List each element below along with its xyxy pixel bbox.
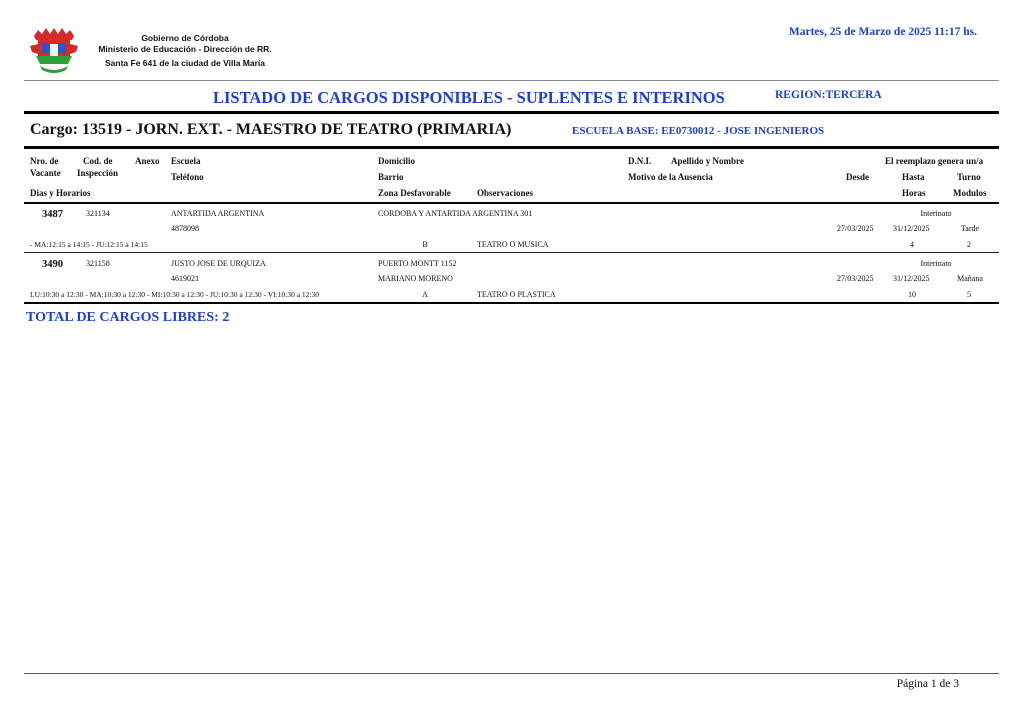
row-vacante: 3487 bbox=[42, 209, 63, 220]
row-escuela: ANTARTIDA ARGENTINA bbox=[171, 209, 265, 218]
col-observaciones: Observaciones bbox=[477, 188, 533, 198]
col-zona-desfavorable: Zona Desfavorable bbox=[378, 188, 451, 198]
report-datetime: Martes, 25 de Marzo de 2025 11:17 hs. bbox=[788, 26, 977, 38]
col-escuela: Escuela bbox=[171, 156, 201, 166]
col-vacante: Vacante bbox=[30, 168, 61, 178]
col-cod-de: Cod. de bbox=[83, 156, 113, 166]
row-telefono: 4878098 bbox=[171, 224, 199, 233]
row-domicilio: PUERTO MONTT 1152 bbox=[378, 259, 457, 268]
row-desde: 27/03/2025 bbox=[837, 274, 874, 283]
table-bottom-divider bbox=[24, 302, 999, 304]
col-desde: Desde bbox=[846, 172, 869, 182]
cargo-title: Cargo: 13519 - JORN. EXT. - MAESTRO DE TEATRO (PRIMARIA) bbox=[30, 121, 512, 138]
row-vacante: 3490 bbox=[42, 259, 63, 270]
row-observaciones: TEATRO O MUSICA bbox=[477, 240, 549, 249]
footer-divider bbox=[24, 673, 999, 674]
page-number: Página 1 de 3 bbox=[896, 678, 959, 690]
row-desde: 27/03/2025 bbox=[837, 224, 874, 233]
row-zona: B bbox=[422, 240, 428, 249]
total-cargos-libres: TOTAL DE CARGOS LIBRES: 2 bbox=[26, 310, 230, 325]
region-label: REGION:TERCERA bbox=[775, 89, 882, 101]
header-divider bbox=[24, 80, 999, 81]
row-horarios: LU:10:30 a 12:30 - MA:10:30 a 12:30 - MI:10:30 a 12:30 - JU:10:30 a 12:30 - VI:10:30 a 12:30 bbox=[30, 290, 320, 299]
header-row-divider bbox=[24, 202, 999, 204]
row-inspeccion: 321134 bbox=[86, 209, 110, 218]
col-apellido-nombre: Apellido y Nombre bbox=[671, 156, 744, 166]
row-barrio: MARIANO MORENO bbox=[378, 274, 453, 283]
col-hasta: Hasta bbox=[902, 172, 925, 182]
row-observaciones: TEATRO O PLASTICA bbox=[477, 290, 556, 299]
row-tipo: Interinato bbox=[920, 209, 952, 218]
row-horas: 4 bbox=[910, 240, 914, 249]
col-reemplazo: El reemplazo genera un/a bbox=[885, 156, 984, 166]
org-line-2: Ministerio de Educación - Dirección de RR. bbox=[98, 44, 272, 54]
col-nro-de: Nro. de bbox=[30, 156, 59, 166]
org-line-3: Santa Fe 641 de la ciudad de Villa María bbox=[105, 58, 265, 68]
row-domicilio: CORDOBA Y ANTARTIDA ARGENTINA 301 bbox=[378, 209, 533, 218]
col-telefono: Teléfono bbox=[171, 172, 204, 182]
row-hasta: 31/12/2025 bbox=[893, 274, 930, 283]
col-dni: D.N.I. bbox=[628, 156, 652, 166]
row-horarios: - MA:12:15 a 14:15 - JU:12:15 a 14:15 bbox=[30, 240, 148, 249]
report-title: LISTADO DE CARGOS DISPONIBLES - SUPLENTES E INTERINOS bbox=[213, 88, 725, 107]
col-modulos: Modulos bbox=[953, 188, 987, 198]
row-hasta: 31/12/2025 bbox=[893, 224, 930, 233]
row-modulos: 5 bbox=[967, 290, 971, 299]
col-motivo-ausencia: Motivo de la Ausencia bbox=[628, 172, 713, 182]
row-tipo: Interinato bbox=[920, 259, 952, 268]
row-turno: Tarde bbox=[960, 224, 980, 233]
cargo-divider bbox=[24, 146, 999, 149]
row-escuela: JUSTO JOSE DE URQUIZA bbox=[171, 259, 266, 268]
col-anexo: Anexo bbox=[135, 156, 160, 166]
row-telefono: 4619021 bbox=[171, 274, 199, 283]
escuela-base: ESCUELA BASE: EE0730012 - JOSE INGENIEROS bbox=[572, 125, 825, 137]
org-line-1: Gobierno de Córdoba bbox=[141, 33, 229, 43]
col-dias-horarios: Dias y Horarios bbox=[30, 188, 91, 198]
row-modulos: 2 bbox=[967, 240, 971, 249]
row-inspeccion: 321158 bbox=[86, 259, 110, 268]
cordoba-coat-of-arms-logo bbox=[28, 24, 80, 76]
col-inspeccion: Inspección bbox=[77, 168, 119, 178]
col-turno: Turno bbox=[957, 172, 981, 182]
title-divider bbox=[24, 111, 999, 114]
row-zona: A bbox=[422, 290, 428, 299]
col-barrio: Barrio bbox=[378, 172, 404, 182]
col-domicilio: Domicilio bbox=[378, 156, 415, 166]
col-horas: Horas bbox=[902, 188, 926, 198]
row-horas: 10 bbox=[908, 290, 916, 299]
row-divider bbox=[24, 252, 999, 253]
row-turno: Mañana bbox=[957, 274, 983, 283]
